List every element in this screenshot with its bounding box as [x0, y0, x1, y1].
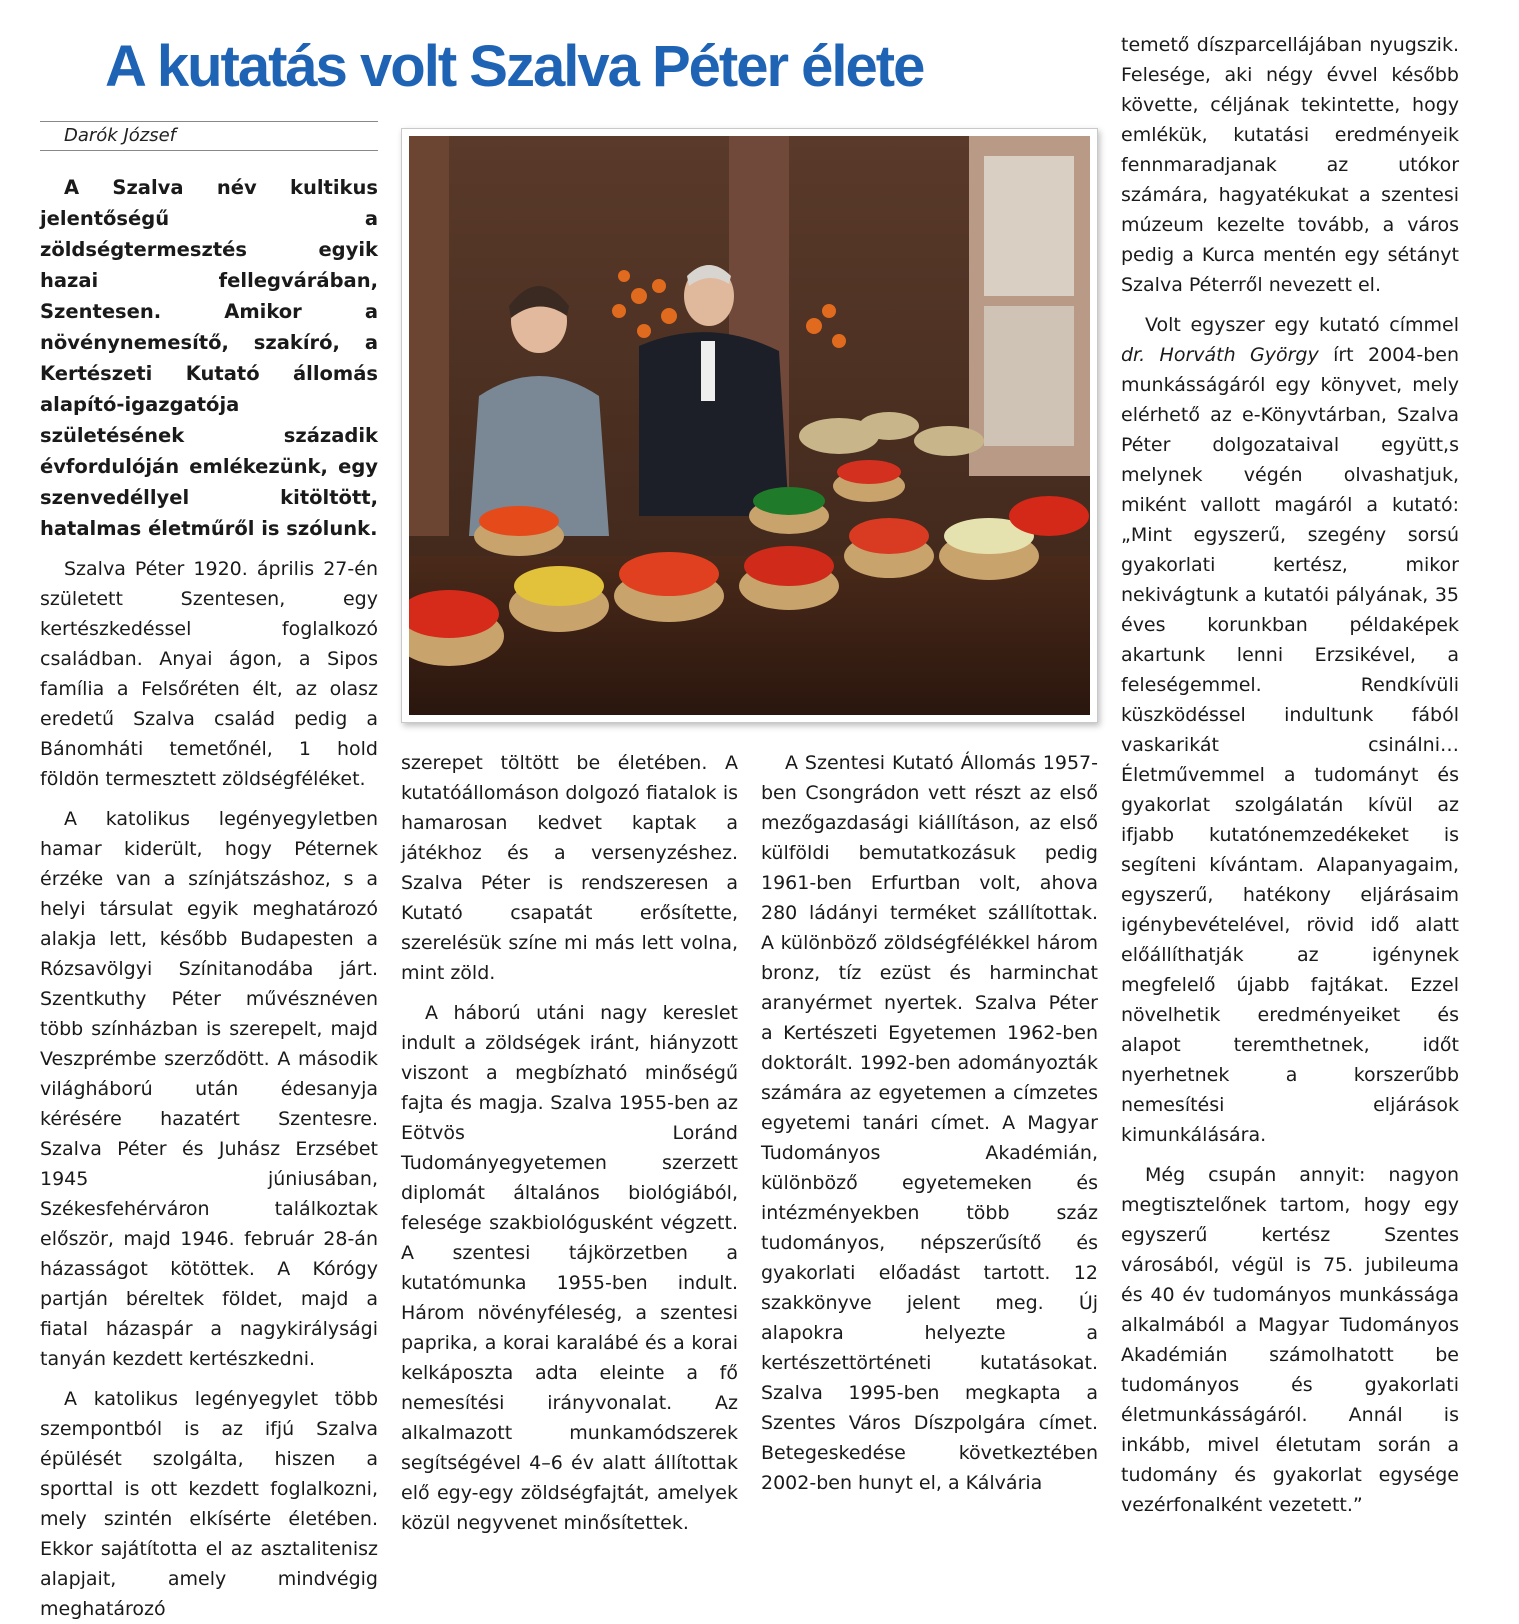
author-byline: Darók József — [40, 121, 378, 151]
book-author: dr. Horváth György — [1121, 344, 1319, 366]
paragraph: A katolikus legényegylet több szempontból is az ifjú Szalva épülését szolgálta, hiszen a sporttal is ott kezdett foglalkozni, mely szintén elkísérte életében. Ekkor sajátította el az asztalitenisz alapjait, amely mindvégig meghatározó — [40, 1388, 378, 1620]
column-4 — [1121, 30, 1459, 1520]
photo-icon — [409, 136, 1090, 715]
column-2 — [401, 748, 738, 1538]
text-run: írt 2004-ben munkásságáról egy könyvet, mely elérhető az e-Könyvtárban, Szalva Péter dolgozataival együtt,s melynek végén olvashatjuk, miként vallott magáról a kutató: „Mint egyszerű, szegény sorsú gyakorlati kertész, mikor nekivágtunk a kutatói pályának, 35 éves korunkban példaképek akartunk lenni Erzsikével, a feleségemmel. Rendkívüli küszködéssel indultunk fából vaskarikát csinálni… Életművemmel a tudományt és gyakorlat szolgálatán kívül az ifjabb kutatónemzedékeket is segíteni kívántam. Alapanyagaim, egyszerű, hatékony eljárásaim igénybevételével, rövid idő alatt előállíthatják az igénynek megfelelő újabb fajtákat. Ezzel növelhetik eredményeiket és alapot teremthetnek, időt nyerhetnek a korszerűbb nemesítési eljárások kimunkálására. — [1121, 344, 1459, 1146]
paragraph: A Szentesi Kutató Állomás 1957-ben Csongrádon vett részt az első mezőgazdasági kiállításon, az első külföldi bemutatkozásuk pedig 1961-ben Erfurtban volt, ahova 280 ládányi terméket szállítottak. A különböző zöldségfélékkel három bronz, tíz ezüst és harminchat aranyérmet nyertek. Szalva Péter a Kertészeti Egyetemen 1962-ben doktorált. 1992-ben adományozták számára az egyetemen a címzetes egyetemi tanári címet. A Magyar Tudományos Akadémián, különböző egyetemeken és intézményekben több száz tudományos, népszerűsítő és gyakorlati előadást tartott. 12 szakkönyve jelent meg. Új alapokra helyezte a kertészettörténeti kutatásokat. Szalva 1995-ben megkapta a Szentes Város Díszpolgára címet. Betegeskedése következtében 2002-ben hunyt el, a Kálvária — [761, 752, 1098, 1494]
column-1 — [40, 172, 378, 1624]
text-run: Volt egyszer egy kutató címmel — [1145, 314, 1459, 336]
article-photo — [401, 128, 1098, 723]
paragraph: A katolikus legényegyletben hamar kiderült, hogy Péternek érzéke van a színjátszáshoz, s a helyi társulat egyik meghatározó alakja lett, később Budapesten a Rózsavölgyi Színitanodába járt. Szentkuthy Péter művésznéven több színházban is szerepelt, majd Veszprémbe szerződött. A második világháború után édesanyja kérésére hazatért Szentesre. Szalva Péter és Juhász Erzsébet 1945 júniusában, Székesfehérváron találkoztak először, majd 1946. február 28-án házasságot kötöttek. A Kórógy partján béreltek földet, majd a fiatal házaspár a nagykirálysági tanyán kezdett kertészkedni. — [40, 808, 378, 1370]
column-3 — [761, 748, 1098, 1498]
paragraph — [1121, 310, 1459, 1150]
paragraph: szerepet töltött be életében. A kutatóállomáson dolgozó fiatalok is hamarosan kedvet kaptak a játékhoz és a versenyzéshez. Szalva Péter is rendszeresen a Kutató csapatát erősítette, szerelésük színe mi más lett volna, mint zöld. — [401, 752, 738, 984]
article-lead: A Szalva név kultikus jelentőségű a zöldségtermesztés egyik hazai fellegvárában, Szentesen. Amikor a növénynemesítő, szakíró, a Kertészeti Kutató állomás alapító-igazgatója születésének századik évfordulóján emlékezünk, egy szenvedéllyel kitöltött, hatalmas életműről is szólunk. — [40, 176, 378, 540]
paragraph: Szalva Péter 1920. április 27-én született Szentesen, egy kertészkedéssel foglalkozó családban. Anyai ágon, a Sipos família a Felsőréten élt, az olasz eredetű Szalva család pedig a Bánomháti temetőnél, 1 hold földön termesztett zöldségféléket. — [40, 558, 378, 790]
paragraph: temető díszparcellájában nyugszik. Felesége, aki négy évvel később követte, céljának tekintette, hogy emlékük, kutatási eredményeik fennmaradjanak az utókor számára, hagyatékukat a szentesi múzeum kezelte tovább, a város pedig a Kurca mentén egy sétányt Szalva Péterről nevezett el. — [1121, 34, 1459, 296]
article-title: A kutatás volt Szalva Péter élete — [105, 34, 924, 99]
paragraph: A háború utáni nagy kereslet indult a zöldségek iránt, hiányzott viszont a megbízható minőségű fajta és magja. Szalva 1955-ben az Eötvös Loránd Tudományegyetemen szerzett diplomát általános biológiából, felesége szakbiológusként végzett. A szentesi tájkörzetben a kutatómunka 1955-ben indult. Három növényféleség, a szentesi paprika, a korai karalábé és a korai kelkáposzta adta eleinte a fő nemesítési irányvonalat. Az alkalmazott munkamódszerek segítségével 4–6 év alatt állítottak elő egy-egy zöldségfajtát, amelyek közül negyvenet minősítettek. — [401, 1002, 738, 1534]
paragraph: Még csupán annyit: nagyon megtisztelőnek tartom, hogy egy egyszerű kertész Szentes városából, végül is 75. jubileuma és 40 év tudományos munkássága alkalmából a Magyar Tudományos Akadémián számolhatott be tudományos és gyakorlati életmunkásságáról. Annál is inkább, mivel életutam során a tudomány és gyakorlat egysége vezérfonalként vezetett.” — [1121, 1164, 1459, 1516]
